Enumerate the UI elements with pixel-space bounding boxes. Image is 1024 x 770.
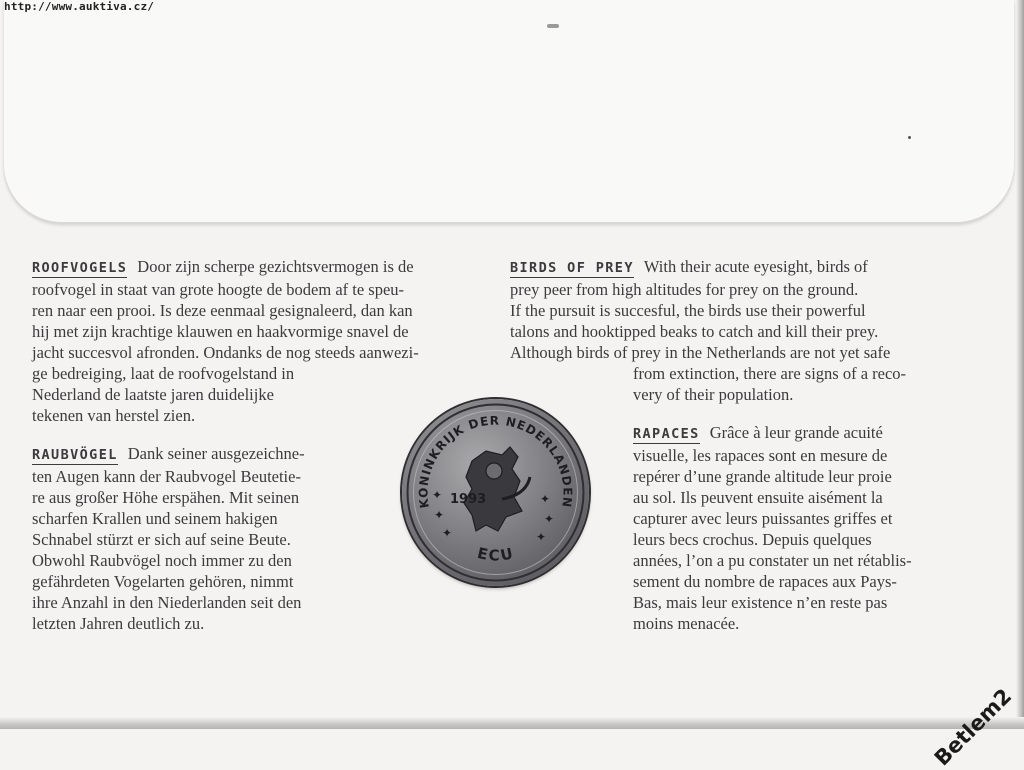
coin-legend: KONINKRIJK DER NEDERLANDEN <box>416 413 575 510</box>
coin-artwork <box>402 399 589 586</box>
page-right-edge <box>1016 0 1024 729</box>
svg-text:✦: ✦ <box>536 530 547 544</box>
french-line: visuelle, les rapaces sont en mesure de <box>633 446 888 465</box>
svg-text:✦: ✦ <box>540 492 551 506</box>
french-line: leurs becs crochus. Depuis quelques <box>633 530 872 549</box>
german-line: letzten Jahren deutlich zu. <box>32 614 205 633</box>
english-line: from extinction, there are signs of a reco- <box>633 364 907 383</box>
dutch-line: ren naar een prooi. Is deze eenmaal gesignaleerd, dan kan <box>32 301 413 320</box>
english-line: prey peer from high altitudes for prey on the ground. <box>510 280 859 299</box>
envelope-flap <box>4 0 1014 222</box>
french-line: sement du nombre de rapaces aux Pays- <box>633 572 897 591</box>
german-line-1: RAUBVÖGEL Dank seiner ausgezeichne- <box>32 444 305 463</box>
english-text-block <box>510 256 906 405</box>
english-line: If the pursuit is succesful, the birds use their powerful <box>510 301 866 320</box>
german-heading: RAUBVÖGEL <box>32 447 118 463</box>
german-line: ihre Anzahl in den Niederlanden seit den <box>32 593 302 612</box>
svg-text:✦: ✦ <box>442 526 453 540</box>
svg-text:✦: ✦ <box>544 512 555 526</box>
german-line: ten Augen kann der Raubvogel Beutetie- <box>32 467 301 486</box>
french-line: moins menacée. <box>633 614 740 633</box>
dutch-line: Nederland de laatste jaren duidelijke <box>32 385 274 404</box>
svg-text:✦: ✦ <box>434 508 445 522</box>
dutch-line: roofvogel in staat van grote hoogte de bodem af te speu- <box>32 280 405 299</box>
dutch-line: ge bedreiging, laat de roofvogelstand in <box>32 364 295 383</box>
french-line-1: RAPACES Grâce à leur grande acuité <box>633 423 883 442</box>
english-line-1: BIRDS OF PREY With their acute eyesight, birds of <box>510 257 868 276</box>
german-line: scharfen Krallen und seinem hakigen <box>32 509 278 528</box>
french-line: années, l’on a pu constater un net rétablis- <box>633 551 912 570</box>
french-line: Bas, mais leur existence n’en reste pas <box>633 593 888 612</box>
lion-figure <box>464 447 530 531</box>
dutch-line: hij met zijn krachtige klauwen en haakvormige snavel de <box>32 322 409 341</box>
french-line: capturer avec leurs puissantes griffes et <box>633 509 893 528</box>
dutch-line: jacht succesvol afronden. Ondanks de nog steeds aanwezi- <box>32 343 419 362</box>
german-line: Obwohl Raubvögel noch immer zu den <box>32 551 292 570</box>
german-text-block <box>32 443 305 634</box>
dutch-line: tekenen van herstel zien. <box>32 406 196 425</box>
german-line: re aus großer Höhe erspähen. Mit seinen <box>32 488 300 507</box>
french-line: au sol. Ils peuvent ensuite aisément la <box>633 488 883 507</box>
english-line: Although birds of prey in the Netherlands are not yet safe <box>510 343 891 362</box>
coin-year: 1993 <box>450 492 487 507</box>
english-line: very of their population. <box>633 385 794 404</box>
page-bottom-edge <box>0 717 1024 729</box>
german-line: gefährdeten Vogelarten gehören, nimmt <box>32 572 294 591</box>
english-heading: BIRDS OF PREY <box>510 260 634 276</box>
french-heading: RAPACES <box>633 426 700 442</box>
flap-dot <box>908 136 911 139</box>
english-line: talons and hooktipped beaks to catch and kill their prey. <box>510 322 879 341</box>
coin-denomination: ECU <box>475 544 517 565</box>
dutch-line-1: ROOFVOGELS Door zijn scherpe gezichtsvermogen is de <box>32 257 414 276</box>
dutch-text-block <box>32 256 419 426</box>
seller-signature: Betlem2 <box>929 684 1016 770</box>
flap-mark <box>547 24 559 28</box>
ecu-coin <box>402 399 589 586</box>
french-line: repérer d’une grande altitude leur proie <box>633 467 892 486</box>
german-line: Schnabel stürzt er sich auf seine Beute. <box>32 530 291 549</box>
french-text-block <box>633 422 912 634</box>
watermark-url: http://www.auktiva.cz/ <box>4 0 155 13</box>
svg-text:✦: ✦ <box>432 488 443 502</box>
dutch-heading: ROOFVOGELS <box>32 260 128 276</box>
